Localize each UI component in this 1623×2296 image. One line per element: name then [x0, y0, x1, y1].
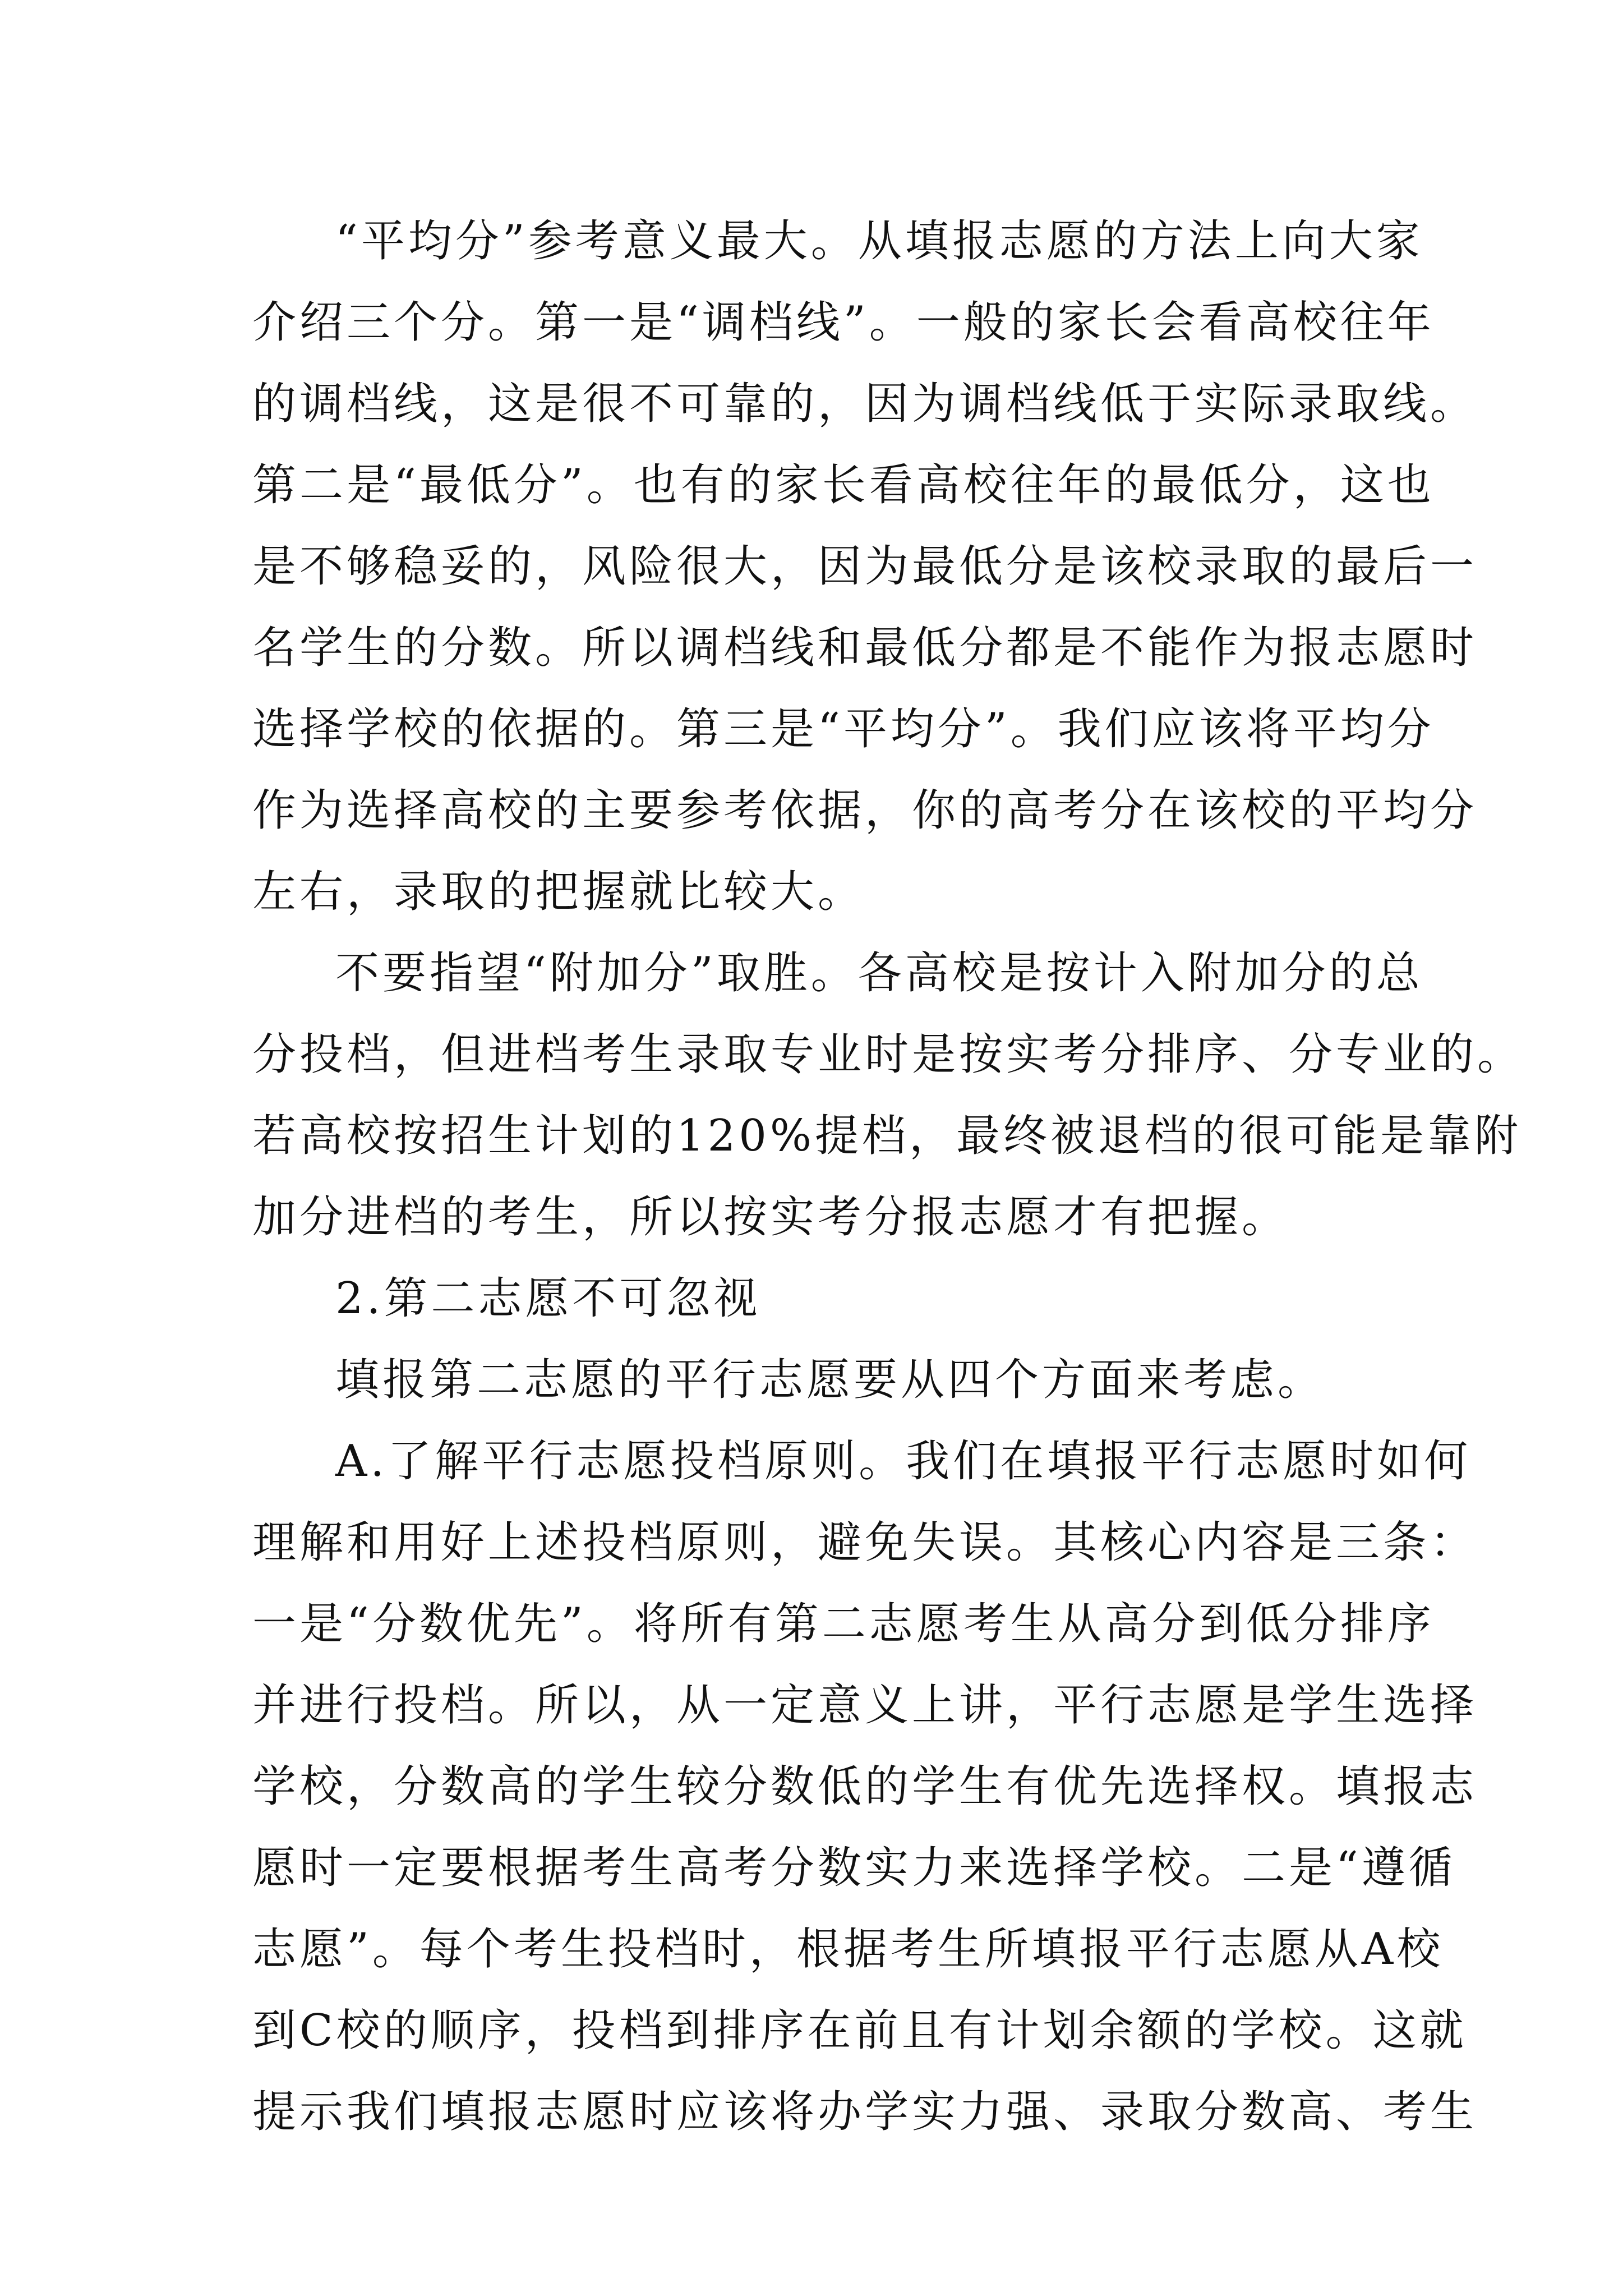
text-line: 愿时一定要根据考生高考分数实力来选择学校。二是“遵循 — [252, 1843, 1456, 1893]
text-line: 若高校按招生计划的120%提档，最终被退档的很可能是靠附 — [252, 1111, 1521, 1161]
text-line: 一是“分数优先”。将所有第二志愿考生从高分到低分排序 — [252, 1599, 1435, 1649]
text-line: 并进行投档。所以，从一定意义上讲，平行志愿是学生选择 — [252, 1680, 1478, 1731]
text-line: 加分进档的考生，所以按实考分报志愿才有把握。 — [252, 1192, 1289, 1243]
text-line: 分投档，但进档考生录取专业时是按实考分排序、分专业的。 — [252, 1029, 1525, 1080]
text-line: 介绍三个分。第一是“调档线”。一般的家长会看高校往年 — [252, 297, 1435, 348]
text-line: 的调档线，这是很不可靠的，因为调档线低于实际录取线。 — [252, 379, 1478, 429]
text-line: “平均分”参考意义最大。从填报志愿的方法上向大家 — [335, 216, 1423, 266]
text-line: 到C校的顺序，投档到排序在前且有计划余额的学校。这就 — [252, 2005, 1467, 2056]
text-line: A.了解平行志愿投档原则。我们在填报平行志愿时如何 — [335, 1436, 1472, 1487]
text-line: 志愿”。每个考生投档时，根据考生所填报平行志愿从A校 — [252, 1924, 1444, 1975]
text-line: 左右，录取的把握就比较大。 — [252, 867, 865, 917]
section-heading: 2.第二志愿不可忽视 — [335, 1273, 761, 1324]
text-line: 是不够稳妥的，风险很大，因为最低分是该校录取的最后一 — [252, 541, 1478, 592]
text-line: 作为选择高校的主要参考依据，你的高考分在该校的平均分 — [252, 785, 1478, 836]
text-line: 第二是“最低分”。也有的家长看高校往年的最低分，这也 — [252, 460, 1435, 510]
text-line: 理解和用好上述投档原则，避免失误。其核心内容是三条： — [252, 1517, 1478, 1568]
text-line: 填报第二志愿的平行志愿要从四个方面来考虑。 — [335, 1355, 1325, 1405]
text-line: 名学生的分数。所以调档线和最低分都是不能作为报志愿时 — [252, 623, 1478, 673]
text-line: 不要指望“附加分”取胜。各高校是按计入附加分的总 — [335, 948, 1423, 999]
text-line: 提示我们填报志愿时应该将办学实力强、录取分数高、考生 — [252, 2087, 1478, 2137]
text-line: 选择学校的依据的。第三是“平均分”。我们应该将平均分 — [252, 704, 1435, 754]
text-line: 学校，分数高的学生较分数低的学生有优先选择权。填报志 — [252, 1761, 1478, 1812]
